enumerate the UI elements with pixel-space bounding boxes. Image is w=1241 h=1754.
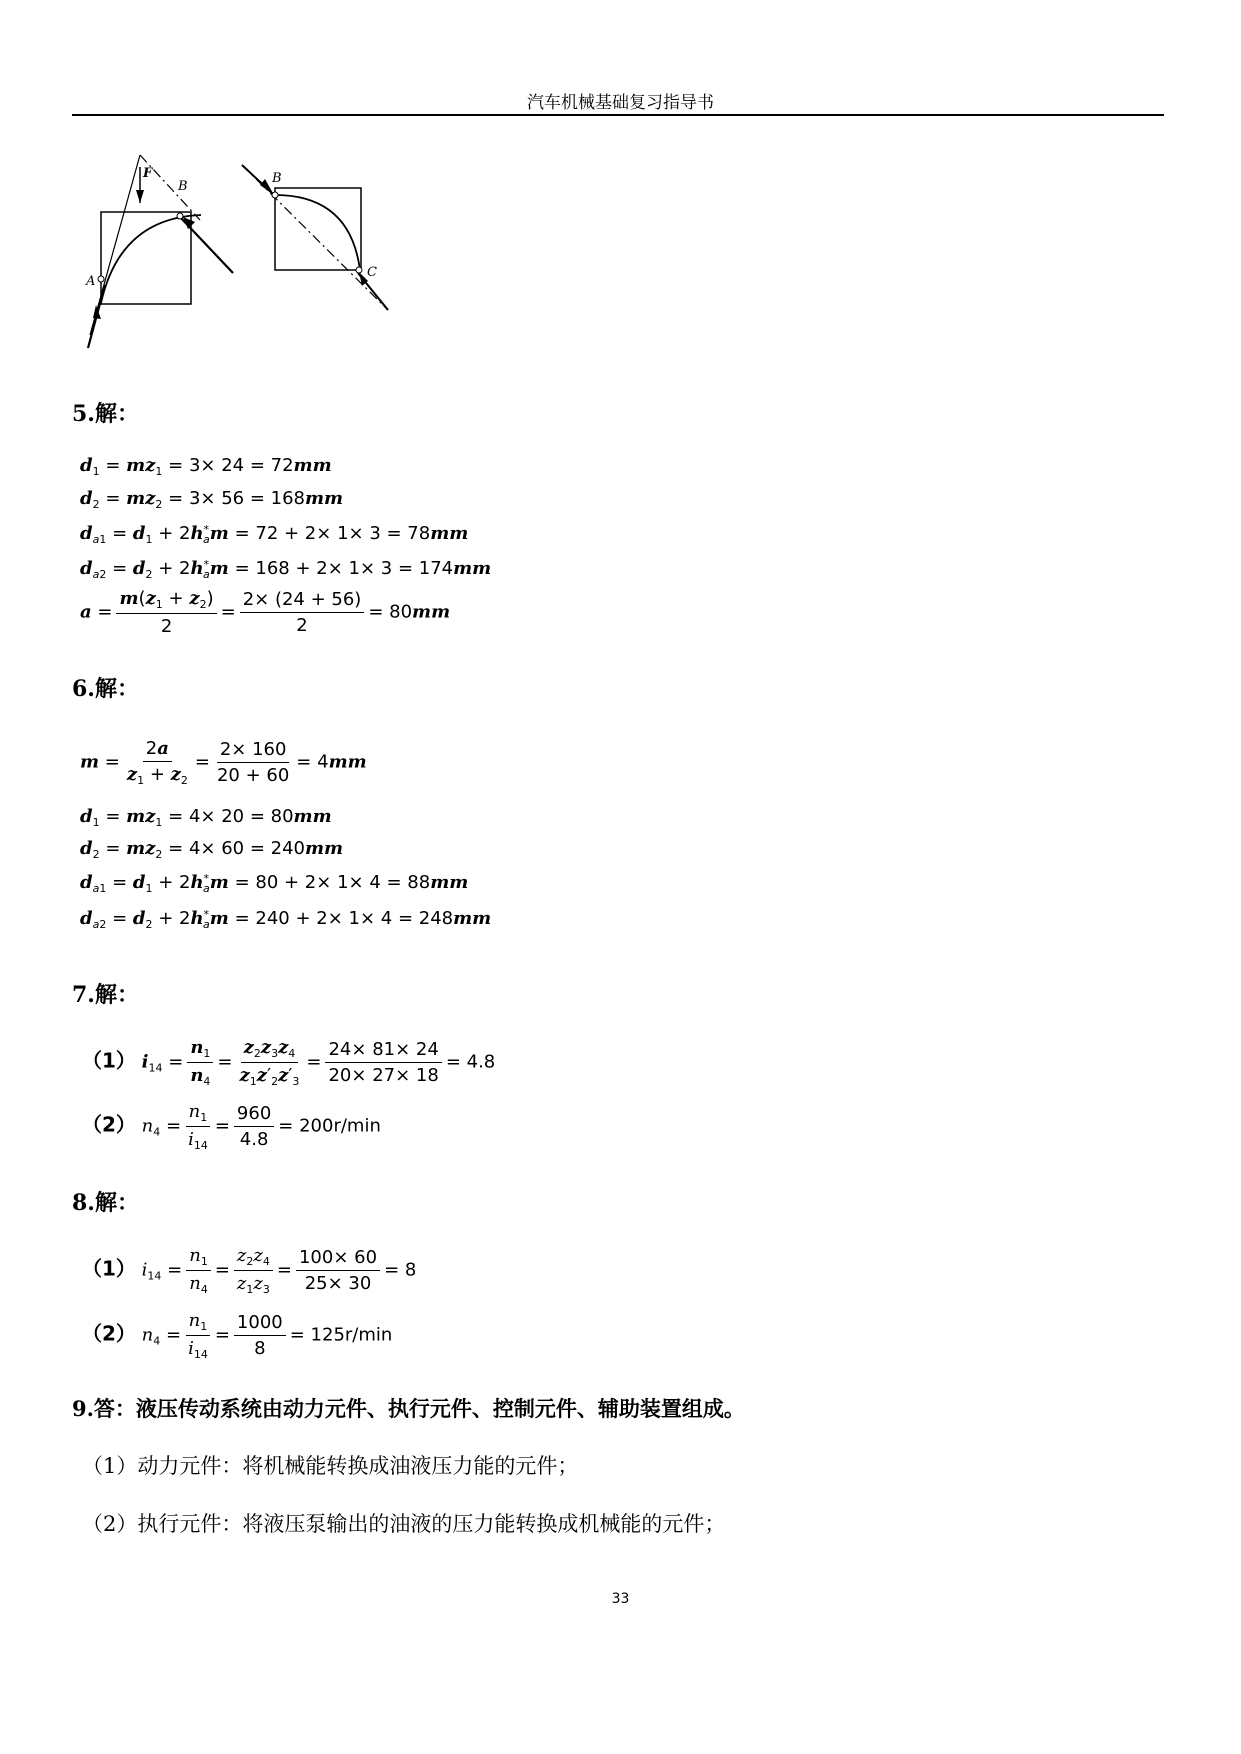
q8-val-n4-den: 8 <box>254 1338 266 1359</box>
q7-frac-value <box>325 1039 441 1086</box>
q6-val-da1: = 80 + 2× 1× 4 = 88 <box>234 872 431 893</box>
q7-val-den: 20× 27× 18 <box>328 1065 439 1086</box>
q8-eq-2: （2） $n_4$ = $\frac{n_1}{i_{14}}$ = $\frac{1000}{8}$ = 125r/min <box>82 1310 393 1361</box>
q8-eq-1: （1） $i_{14}$ = $\frac{n_1}{n_4}$ = $\frac{z_2z_4}{z_1z_3}$ = $\frac{100\times 60}{25\times 30}$ = 8 <box>82 1245 417 1296</box>
label-b2: B <box>272 171 282 186</box>
q8-val-n4-num: 1000 <box>234 1312 286 1336</box>
q6-eq-d2: $d_2 = mz_2 = 4\times 60 = 240mm$ <box>80 838 344 861</box>
q6-frac-m-symbolic: $\frac{2a}{z_1 + z_2}$ <box>126 738 188 787</box>
q9-intro: 9.答：液压传动系统由动力元件、执行元件、控制元件、辅助装置组成。 <box>72 1396 745 1421</box>
arc-bc <box>275 195 360 270</box>
label-f: F <box>143 166 153 181</box>
q8-val-i14: = 8 <box>384 1259 417 1281</box>
q6-val-da2: = 240 + 2× 1× 4 = 248 <box>234 908 454 929</box>
q5-eq-d1: $d_1 = mz_1 = 3\times 24 = 72mm$ <box>80 455 332 478</box>
q5-val-a-num: 2× (24 + 56) <box>240 589 365 613</box>
force-f-arrow <box>136 190 144 203</box>
q6-val-m: = 4 <box>296 751 329 773</box>
q7-frac-z: $\frac{z_2z_3z_4}{z_1z'_2z'_3}$ <box>239 1037 300 1088</box>
q8-frac-n: $\frac{n_1}{n_4}$ <box>186 1245 211 1296</box>
q5-val-da1: = 72 + 2× 1× 3 = 78 <box>234 523 431 544</box>
q5-frac-a-numeric: $\frac{2\times (24 + 56)}{2}$ <box>240 589 365 636</box>
q6-val-m-num: 2× 160 <box>217 739 290 763</box>
q5-val-d2: = 3× 56 = 168 <box>168 488 305 509</box>
q8-heading: 8.解： <box>72 1190 139 1216</box>
q5-val-a: = 80 <box>368 601 413 623</box>
q6-eq-m: m = $\frac{2a}{z_1 + z_2}$ = $\frac{2\times 160}{20 + 60}$ = 4mm <box>80 738 367 787</box>
q6-eq-d1: $d_1 = mz_1 = 4\times 20 = 80mm$ <box>80 806 332 829</box>
action-line-2 <box>140 155 200 220</box>
frame-left <box>101 212 191 304</box>
q7-part1-label: （1） <box>82 1048 136 1073</box>
hinge-c <box>356 267 362 273</box>
q6-val-m-den: 20 + 60 <box>216 765 290 786</box>
q7-val-i14: = 4.8 <box>445 1051 496 1073</box>
q8-val-num: 100× 60 <box>296 1247 380 1271</box>
q8-part1-label: （1） <box>82 1256 136 1281</box>
label-b1: B <box>178 179 188 194</box>
q8-frac-n4: $\frac{n_1}{i_{14}}$ <box>185 1310 211 1361</box>
q5-heading: 5.解： <box>72 401 139 427</box>
q7-heading: 7.解： <box>72 982 139 1008</box>
frame-right <box>275 188 361 270</box>
page-header-title: 汽车机械基础复习指导书 <box>527 93 714 113</box>
q8-val-den: 25× 30 <box>304 1273 372 1294</box>
hinge-b <box>177 213 183 219</box>
hinge-a <box>98 276 104 282</box>
q8-frac-n4-value <box>234 1312 286 1359</box>
q6-frac-m-numeric <box>214 739 292 786</box>
q6-eq-da1: $d_{a1} = d_1 + 2h^*_am = 80 + 2\times 1\times 4 = 88mm$ <box>80 872 469 895</box>
q6-eq-da2: $d_{a2} = d_2 + 2h^*_am = 240 + 2\times 1\times 4 = 248mm$ <box>80 908 492 931</box>
q7-frac-n4-value <box>234 1103 274 1150</box>
q8-frac-z: $\frac{z_2z_4}{z_1z_3}$ <box>234 1245 273 1296</box>
q7-val-n4: = 200r/min <box>278 1115 381 1137</box>
page-number: 33 <box>611 1591 630 1607</box>
q6-heading: 6.解： <box>72 676 139 702</box>
q6-val-d1: = 4× 20 = 80 <box>168 806 294 827</box>
q6-val-d2: = 4× 60 = 240 <box>168 838 305 859</box>
label-a: A <box>86 274 96 289</box>
q9-item-1: （1）动力元件：将机械能转换成油液压力能的元件； <box>82 1454 579 1478</box>
q5-val-da2: = 168 + 2× 1× 3 = 174 <box>234 558 454 579</box>
arc-ab <box>101 215 201 303</box>
q8-val-n4: = 125r/min <box>289 1324 393 1346</box>
q7-val-num: 24× 81× 24 <box>325 1039 441 1063</box>
q7-part2-label: （2） <box>82 1112 136 1137</box>
q7-val-n4-den: 4.8 <box>239 1129 269 1150</box>
q7-val-n4-num: 960 <box>234 1103 274 1127</box>
q5-val-d1: = 3× 24 = 72 <box>168 455 294 476</box>
header-divider <box>72 114 1164 116</box>
force-diagram <box>70 145 450 360</box>
hinge-b2 <box>272 192 278 198</box>
q7-eq-2: （2） $n_4$ = $\frac{n_1}{i_{14}}$ = $\frac{960}{4.8}$ = 200r/min <box>82 1101 381 1152</box>
q9-item-2: （2）执行元件：将液压泵输出的油液的压力能转换成机械能的元件； <box>82 1512 726 1536</box>
q5-eq-d2: $d_2 = mz_2 = 3\times 56 = 168mm$ <box>80 488 344 511</box>
q8-frac-value <box>296 1247 380 1294</box>
q7-eq-1: （1） $i_{14}$ = $\frac{n_1}{n_4}$ = $\frac{z_2z_3z_4}{z_1z'_2z'_3}$ = $\frac{24\times 81\times 24}{20\times 27\times 18}$ = 4.8 <box>82 1037 496 1088</box>
q5-eq-da1: $d_{a1} = d_1 + 2h^*_am = 72 + 2\times 1\times 3 = 78mm$ <box>80 523 469 546</box>
q8-part2-label: （2） <box>82 1321 136 1346</box>
q5-frac-a-symbolic: $\frac{m(z_1 + z_2)}{2}$ <box>116 588 216 637</box>
q7-frac-n4: $\frac{n_1}{i_{14}}$ <box>185 1101 211 1152</box>
label-c: C <box>367 265 377 280</box>
q5-eq-da2: $d_{a2} = d_2 + 2h^*_am = 168 + 2\times 1\times 3 = 174mm$ <box>80 558 492 581</box>
q7-frac-n: $\frac{n_1}{n_4}$ <box>187 1037 213 1088</box>
q5-eq-a: a = $\frac{m(z_1 + z_2)}{2}$ = $\frac{2\times (24 + 56)}{2}$ = 80mm <box>80 588 451 637</box>
action-line-1 <box>90 155 140 335</box>
